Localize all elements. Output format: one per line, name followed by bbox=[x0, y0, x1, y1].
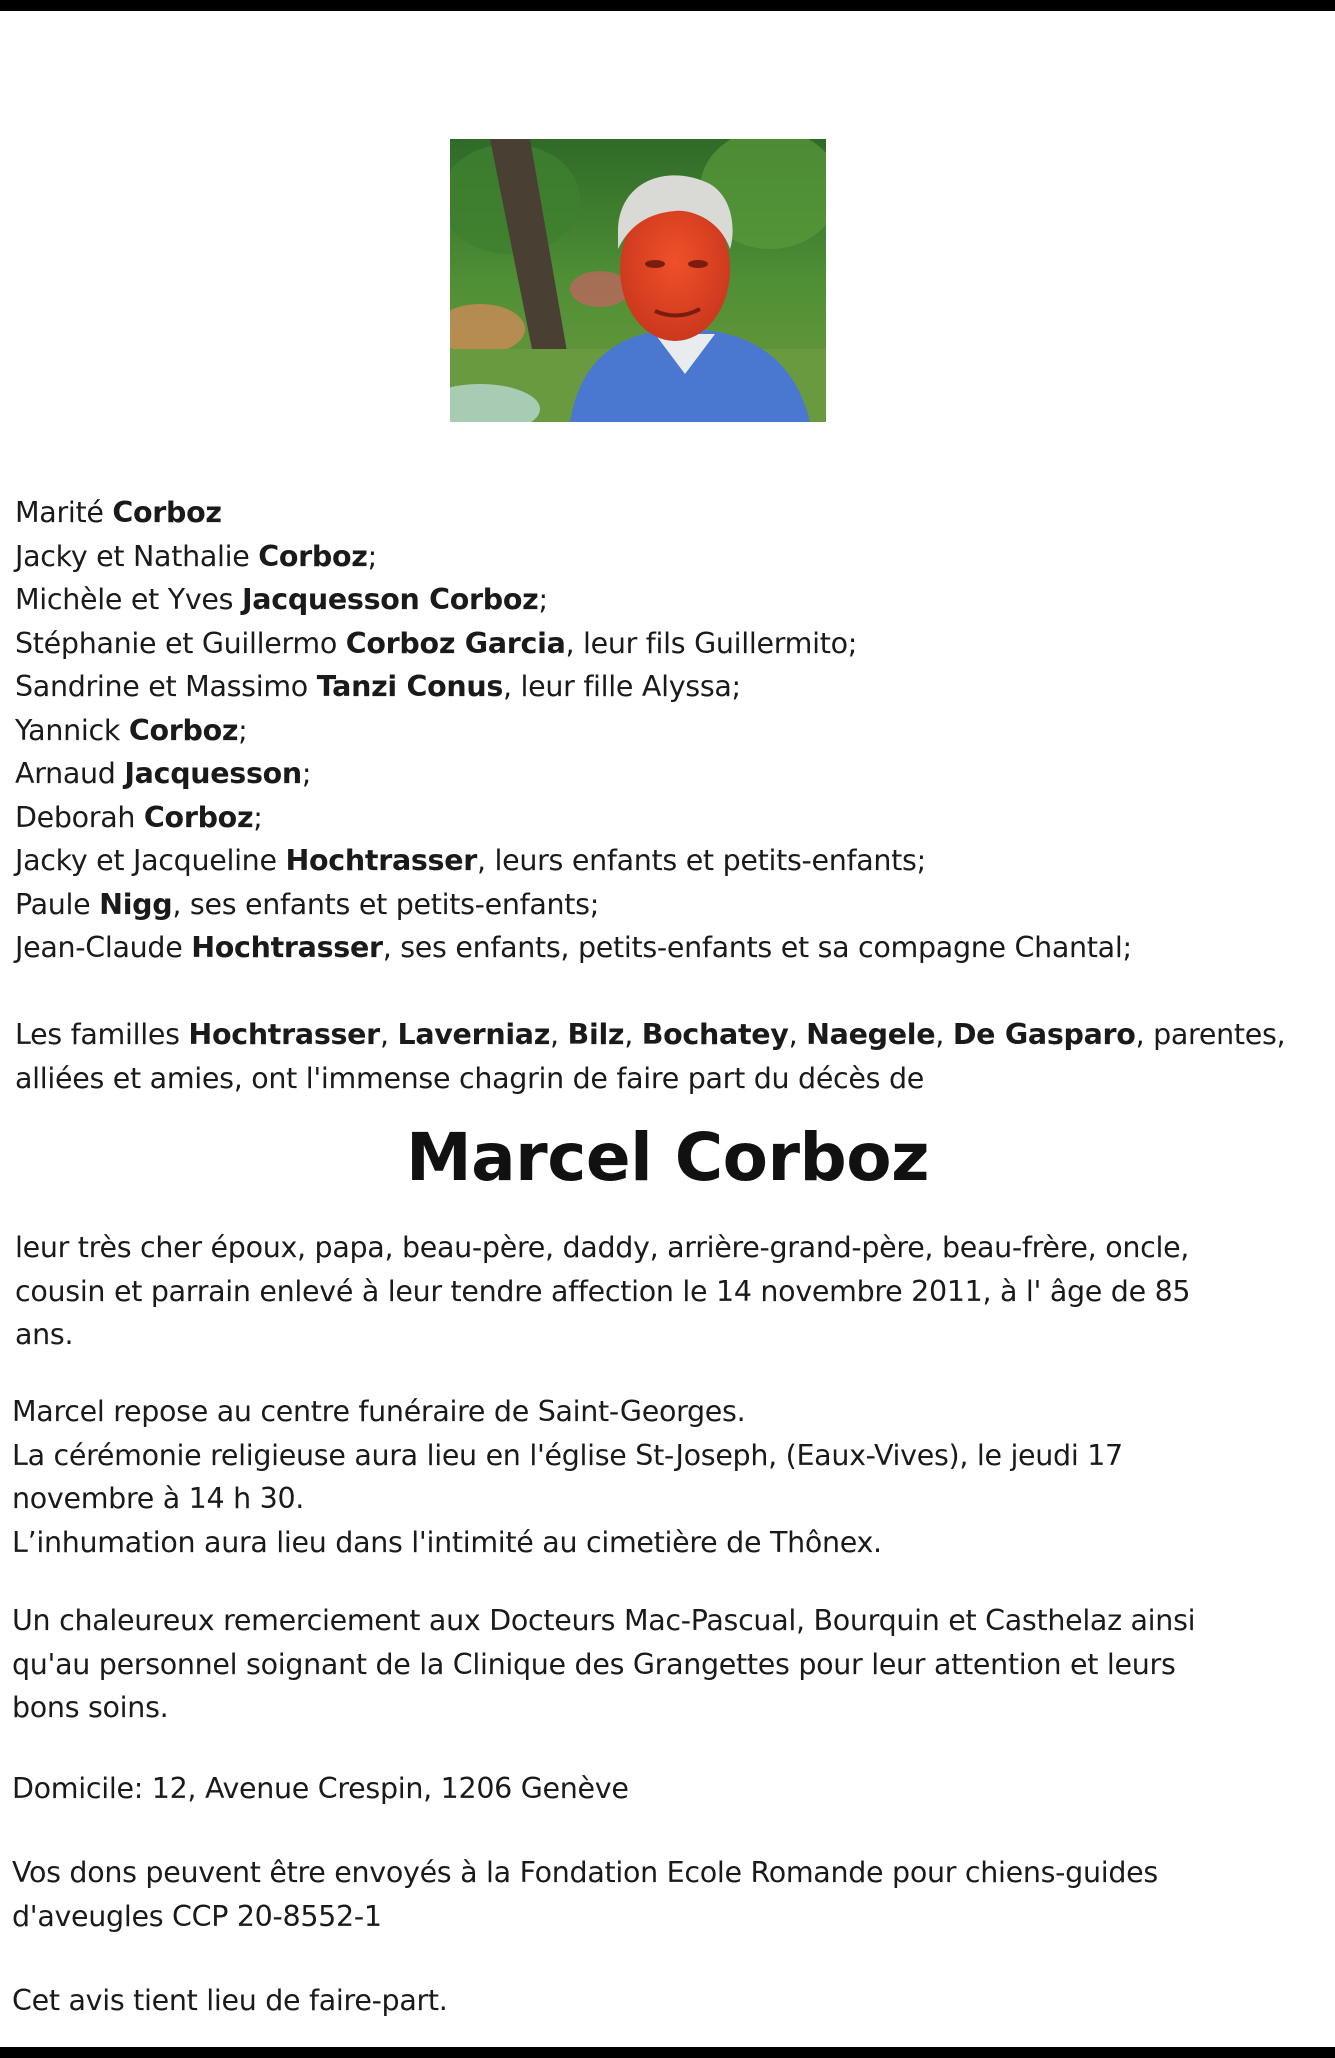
surname-text: De Gasparo bbox=[952, 1018, 1136, 1051]
family-line bbox=[15, 839, 1325, 883]
family-line bbox=[15, 535, 1325, 579]
deceased-name-heading: Marcel Corboz bbox=[405, 1119, 930, 1196]
family-line bbox=[15, 578, 1325, 622]
thanks-line: Un chaleureux remerciement aux Docteurs Mac-Pascual, Bourquin et Casthelaz ainsi bbox=[12, 1604, 1196, 1637]
family-line bbox=[15, 622, 1325, 666]
surname-text: Corboz bbox=[258, 539, 368, 573]
donations-line: d'aveugles CCP 20-8552-1 bbox=[12, 1899, 382, 1933]
text-segment: Paule bbox=[15, 887, 100, 921]
text-segment: Jean-Claude bbox=[15, 931, 192, 964]
text-segment: , bbox=[935, 1018, 953, 1051]
text-segment: ; bbox=[538, 583, 548, 616]
text-segment: , bbox=[379, 1018, 398, 1051]
tribute-line: ans. bbox=[15, 1318, 74, 1351]
text-segment: Sandrine et Massimo bbox=[15, 670, 317, 703]
text-segment: , leur fille Alyssa; bbox=[503, 670, 741, 703]
surname-text: Naegele bbox=[806, 1018, 936, 1051]
families-line bbox=[15, 1057, 1325, 1101]
extended-families-paragraph bbox=[15, 1013, 1325, 1100]
text-segment: , parentes, bbox=[1135, 1018, 1286, 1051]
closing-line: Cet avis tient lieu de faire-part. bbox=[12, 1984, 448, 2017]
text-segment: Jacky et Jacqueline bbox=[15, 844, 286, 877]
surname-text: Nigg bbox=[99, 887, 173, 921]
family-line bbox=[15, 752, 1325, 796]
text-segment: ; bbox=[301, 757, 312, 790]
text-segment: Marité bbox=[15, 496, 113, 529]
surname-text: Corboz bbox=[112, 496, 222, 529]
surname-text: Corboz bbox=[128, 713, 239, 747]
text-segment: Yannick bbox=[15, 713, 129, 747]
text-segment: ; bbox=[238, 713, 248, 747]
surname-text: Corboz bbox=[143, 800, 254, 834]
surname-text: Hochtrasser bbox=[285, 844, 477, 877]
closing-line bbox=[12, 1979, 1322, 2023]
text-segment: alliées et amies, ont l'immense chagrin de faire part du décès de bbox=[15, 1061, 924, 1095]
top-border-rule bbox=[0, 0, 1335, 11]
surname-text: Bilz bbox=[567, 1018, 625, 1051]
text-segment: ; bbox=[253, 800, 263, 834]
info-line: La cérémonie religieuse aura lieu en l'église St-Joseph, (Eaux-Vives), le jeudi 17 bbox=[12, 1438, 1123, 1472]
funeral-info-paragraph bbox=[12, 1390, 1322, 1564]
family-members-list bbox=[15, 491, 1325, 970]
tribute-line: leur très cher époux, papa, beau-père, daddy, arrière-grand-père, beau-frère, oncle, bbox=[15, 1231, 1190, 1264]
surname-text: Laverniaz bbox=[397, 1018, 551, 1051]
thanks-line: qu'au personnel soignant de la Clinique des Grangettes pour leur attention et leurs bbox=[12, 1647, 1176, 1681]
text-segment: Arnaud bbox=[15, 757, 125, 790]
thanks-line: bons soins. bbox=[12, 1691, 169, 1724]
text-segment: Stéphanie et Guillermo bbox=[15, 626, 346, 660]
text-segment: , leurs enfants et petits-enfants; bbox=[477, 844, 926, 877]
tribute-paragraph bbox=[15, 1226, 1325, 1357]
family-line bbox=[15, 926, 1325, 970]
surname-text: Jacquesson bbox=[124, 757, 302, 790]
donations-paragraph bbox=[12, 1851, 1322, 1938]
families-line bbox=[15, 1013, 1325, 1057]
info-line: novembre à 14 h 30. bbox=[12, 1482, 305, 1515]
text-segment: Deborah bbox=[15, 800, 144, 834]
surname-text: Tanzi Conus bbox=[316, 670, 504, 703]
surname-text: Bochatey bbox=[641, 1018, 789, 1051]
bottom-border-rule bbox=[0, 2047, 1335, 2058]
text-segment: , bbox=[624, 1018, 642, 1051]
family-line bbox=[15, 883, 1325, 927]
thanks-paragraph bbox=[12, 1599, 1322, 1730]
tribute-line: cousin et parrain enlevé à leur tendre affection le 14 novembre 2011, à l' âge de 85 bbox=[15, 1274, 1191, 1308]
text-segment: , bbox=[788, 1018, 807, 1051]
surname-text: Corboz Garcia bbox=[345, 626, 566, 660]
info-line: L’inhumation aura lieu dans l'intimité au cimetière de Thônex. bbox=[12, 1525, 882, 1559]
surname-text: Jacquesson Corboz bbox=[241, 583, 539, 616]
family-line bbox=[15, 491, 1325, 535]
donations-line: Vos dons peuvent être envoyés à la Fondation Ecole Romande pour chiens-guides bbox=[12, 1856, 1158, 1889]
text-segment: Michèle et Yves bbox=[15, 583, 242, 616]
text-segment: , ses enfants, petits-enfants et sa compagne Chantal; bbox=[382, 931, 1132, 964]
text-segment: Les familles bbox=[15, 1018, 189, 1051]
surname-text: Hochtrasser bbox=[191, 931, 383, 964]
text-segment: , leur fils Guillermito; bbox=[565, 626, 858, 660]
info-line: Marcel repose au centre funéraire de Saint-Georges. bbox=[12, 1395, 746, 1428]
family-line bbox=[15, 709, 1325, 753]
family-line bbox=[15, 665, 1325, 709]
text-segment: , ses enfants et petits-enfants; bbox=[172, 887, 600, 921]
text-segment: ; bbox=[367, 539, 377, 573]
family-line bbox=[15, 796, 1325, 840]
surname-text: Hochtrasser bbox=[188, 1018, 380, 1051]
text-segment: Jacky et Nathalie bbox=[15, 539, 259, 573]
portrait-photo bbox=[450, 139, 826, 422]
address-line: Domicile: 12, Avenue Crespin, 1206 Genève bbox=[12, 1772, 629, 1805]
text-segment: , bbox=[550, 1018, 568, 1051]
address-line bbox=[12, 1767, 1322, 1811]
